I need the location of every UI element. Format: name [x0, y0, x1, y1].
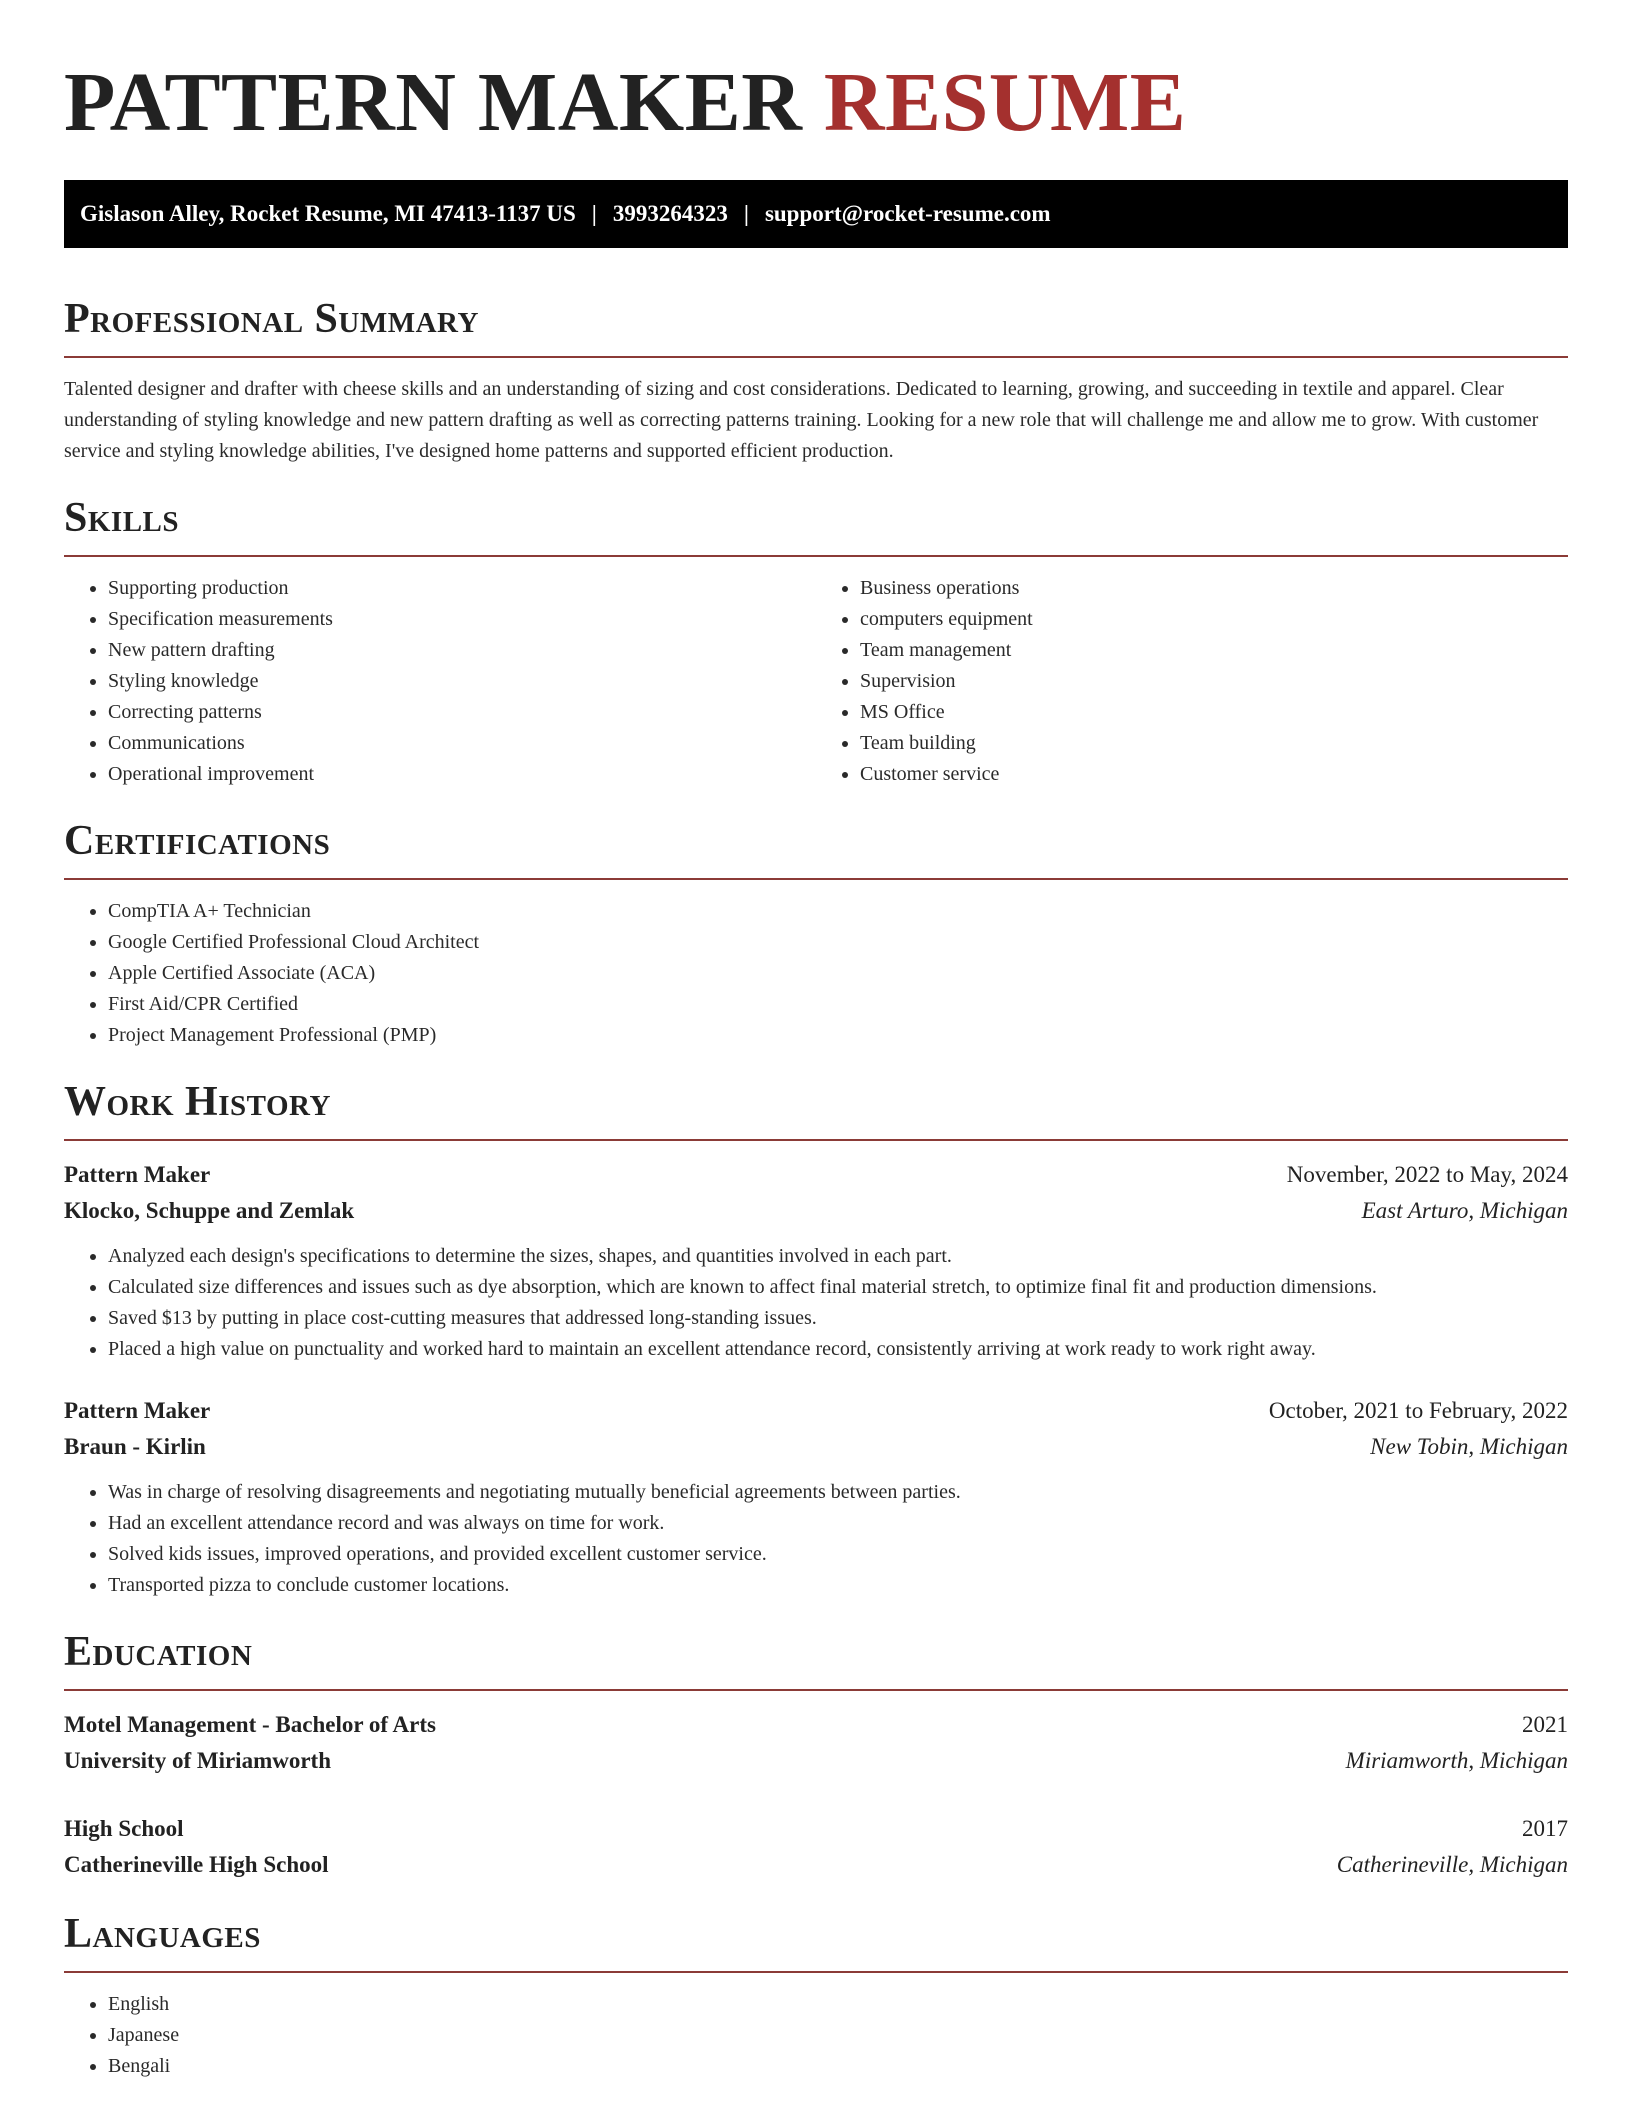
- language-item: • Japanese: [108, 2020, 1568, 2051]
- section-heading: Skills: [64, 493, 1568, 557]
- skill-item: • New pattern drafting: [108, 635, 816, 666]
- skill-item: • computers equipment: [860, 604, 1568, 635]
- title-accent: RESUME: [823, 56, 1187, 149]
- skills-list-left: [64, 573, 816, 790]
- summary-section: [64, 294, 1568, 467]
- education-school: Catherineville High School: [64, 1852, 329, 1877]
- certification-item: • Google Certified Professional Cloud Architect: [108, 927, 1568, 958]
- job-header-row: [64, 1393, 1568, 1429]
- section-heading: Work History: [64, 1077, 1568, 1141]
- skill-item: • Customer service: [860, 759, 1568, 790]
- certification-item: • Apple Certified Associate (ACA): [108, 958, 1568, 989]
- certifications-section: [64, 816, 1568, 1051]
- skill-item: • Supervision: [860, 666, 1568, 697]
- language-item: • Bengali: [108, 2051, 1568, 2082]
- job-bullet: • Solved kids issues, improved operations, and provided excellent customer service.: [108, 1539, 1568, 1570]
- job-header-row: [64, 1157, 1568, 1193]
- job-location: New Tobin, Michigan: [1370, 1434, 1568, 1459]
- job-bullet: • Analyzed each design's specifications to determine the sizes, shapes, and quantities involved in each part.: [108, 1241, 1568, 1272]
- section-heading: Languages: [64, 1909, 1568, 1973]
- job-bullet: • Was in charge of resolving disagreements and negotiating mutually beneficial agreements between parties.: [108, 1477, 1568, 1508]
- education-entry: [64, 1811, 1568, 1883]
- skills-list-right: [816, 573, 1568, 790]
- resume-title: [64, 48, 1568, 158]
- work-history-section: [64, 1077, 1568, 1601]
- certifications-list: [64, 896, 1568, 1051]
- section-heading: Professional Summary: [64, 294, 1568, 358]
- skill-item: • Specification measurements: [108, 604, 816, 635]
- job-location: East Arturo, Michigan: [1361, 1198, 1568, 1223]
- contact-email: support@rocket-resume.com: [764, 201, 1051, 226]
- job-bullets: [64, 1477, 1568, 1601]
- contact-address: Gislason Alley, Rocket Resume, MI 47413-1137 US: [80, 201, 576, 226]
- education-school: University of Miriamworth: [64, 1748, 331, 1773]
- education-year: 2021: [1522, 1712, 1568, 1737]
- skill-item: • Team management: [860, 635, 1568, 666]
- job-title: Pattern Maker: [64, 1162, 211, 1187]
- skill-item: • Operational improvement: [108, 759, 816, 790]
- section-heading: Education: [64, 1627, 1568, 1691]
- skills-grid: [64, 557, 1568, 790]
- education-section: [64, 1627, 1568, 1883]
- certification-item: • Project Management Professional (PMP): [108, 1020, 1568, 1051]
- contact-bar: [64, 180, 1568, 248]
- job-entry: [64, 1393, 1568, 1601]
- languages-section: [64, 1909, 1568, 2082]
- skill-item: • Team building: [860, 728, 1568, 759]
- job-title: Pattern Maker: [64, 1398, 211, 1423]
- skill-item: • Communications: [108, 728, 816, 759]
- certification-item: • First Aid/CPR Certified: [108, 989, 1568, 1020]
- education-entry: [64, 1707, 1568, 1779]
- education-degree: Motel Management - Bachelor of Arts: [64, 1712, 436, 1737]
- title-main: PATTERN MAKER: [64, 56, 803, 149]
- skills-section: [64, 493, 1568, 790]
- languages-list: [64, 1989, 1568, 2082]
- education-degree-row: [64, 1707, 1568, 1743]
- education-school-row: [64, 1847, 1568, 1883]
- job-dates: November, 2022 to May, 2024: [1286, 1162, 1568, 1187]
- education-location: Miriamworth, Michigan: [1345, 1748, 1568, 1773]
- education-location: Catherineville, Michigan: [1336, 1852, 1568, 1877]
- certification-item: • CompTIA A+ Technician: [108, 896, 1568, 927]
- skill-item: • Correcting patterns: [108, 697, 816, 728]
- job-bullet: • Transported pizza to conclude customer locations.: [108, 1570, 1568, 1601]
- job-bullet: • Saved $13 by putting in place cost-cutting measures that addressed long-standing issues.: [108, 1303, 1568, 1334]
- skill-item: • Business operations: [860, 573, 1568, 604]
- job-bullets: [64, 1241, 1568, 1365]
- job-company: Klocko, Schuppe and Zemlak: [64, 1198, 355, 1223]
- job-entry: [64, 1157, 1568, 1365]
- job-company-row: [64, 1429, 1568, 1465]
- job-company-row: [64, 1193, 1568, 1229]
- job-dates: October, 2021 to February, 2022: [1268, 1398, 1568, 1423]
- contact-separator: |: [591, 201, 597, 226]
- job-bullet: • Had an excellent attendance record and was always on time for work.: [108, 1508, 1568, 1539]
- education-degree: High School: [64, 1816, 184, 1841]
- contact-phone: 3993264323: [612, 201, 728, 226]
- job-bullet: • Calculated size differences and issues such as dye absorption, which are known to affect final material stretch, to optimize final fit and production dimensions.: [108, 1272, 1568, 1303]
- skill-item: • MS Office: [860, 697, 1568, 728]
- skill-item: • Styling knowledge: [108, 666, 816, 697]
- skill-item: • Supporting production: [108, 573, 816, 604]
- education-school-row: [64, 1743, 1568, 1779]
- job-bullet: • Placed a high value on punctuality and worked hard to maintain an excellent attendance record, consistently arriving at work ready to work right away.: [108, 1334, 1568, 1365]
- section-heading: Certifications: [64, 816, 1568, 880]
- summary-text: Talented designer and drafter with cheese skills and an understanding of sizing and cost considerations. Dedicated to learning, growing, and succeeding in textile and apparel. Clear understanding of styling knowledge and new pattern drafting as well as correcting patterns training. Looking for a new role that will challenge me and allow me to grow. With customer service and styling knowledge abilities, I've designed home patterns and supported efficient production.: [64, 378, 1539, 462]
- education-year: 2017: [1522, 1816, 1568, 1841]
- language-item: • English: [108, 1989, 1568, 2020]
- contact-separator: |: [743, 201, 749, 226]
- education-degree-row: [64, 1811, 1568, 1847]
- job-company: Braun - Kirlin: [64, 1434, 206, 1459]
